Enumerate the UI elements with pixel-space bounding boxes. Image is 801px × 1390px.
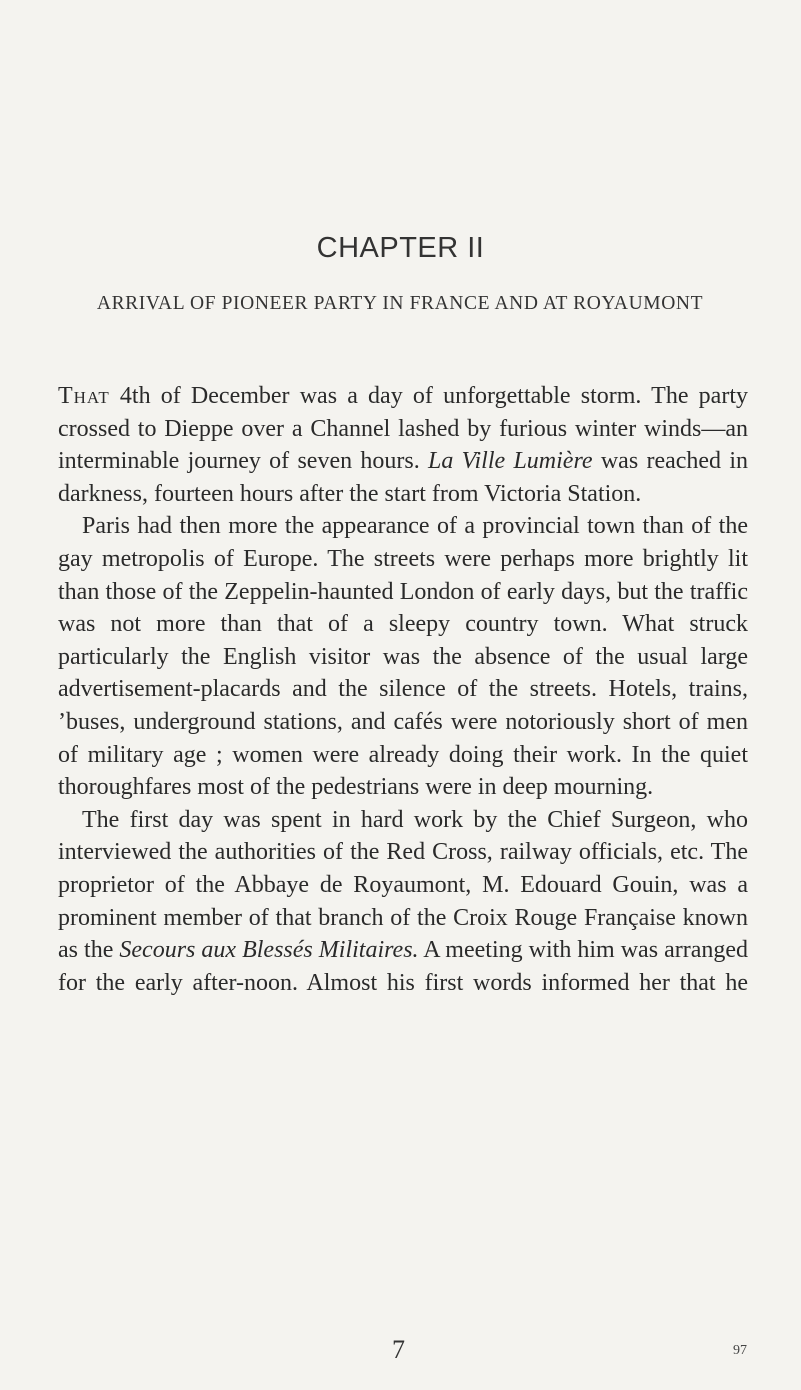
paragraph-3 [58,804,748,1000]
body-text [58,380,748,999]
chapter-heading: CHAPTER II [316,232,485,264]
paragraph-2: Paris had then more the appearance of a provincial town than of the gay metropolis of Europe. The streets were perhaps more brightly lit than those of the Zeppelin-haunted London of early days, but the traffic was not more than that of a sleepy country town. What struck particularly the English visitor was the absence of the usual large advertisement-placards and the silence of the streets. Hotels, trains, ’buses, underground stations, and cafés were notoriously short of men of military age ; women were already doing their work. In the quiet thoroughfares most of the pedestrians were in deep mourning. [58,513,748,801]
paragraph-3-text-b: A meeting with him was arranged for the early after-noon. Almost his first words informed her that he [58,937,749,996]
paragraph-1-text-a: 4th of December was a day of unforgettable storm. The party crossed to Dieppe over a Channel lashed by furious winter winds—an interminable journey of seven hours. [58,383,748,475]
paragraph-1 [58,380,748,510]
paragraph-1-text-b: was reached in darkness, fourteen hours after the start from Victoria Station. [58,448,749,507]
page-footer [0,1335,801,1375]
paragraph-1-first-word: That [58,383,110,409]
paragraph-3-italic: Secours aux Blessés Militaires. [119,937,419,964]
page-number: 97 [733,1343,747,1358]
signature-mark: 7 [392,1335,405,1364]
chapter-title: ARRIVAL OF PIONEER PARTY IN FRANCE AND AT ROYAUMONT [96,293,704,314]
paragraph-3-text-a: The first day was spent in hard work by the Chief Surgeon, who interviewed the authorities of the Red Cross, railway officials, etc. The proprietor of the Abbaye de Royaumont, M. Edouard Gouin, was a prominent member of that branch of the Croix Rouge Française known as the [58,806,748,964]
paragraph-1-italic: La Ville Lumière [428,448,593,475]
